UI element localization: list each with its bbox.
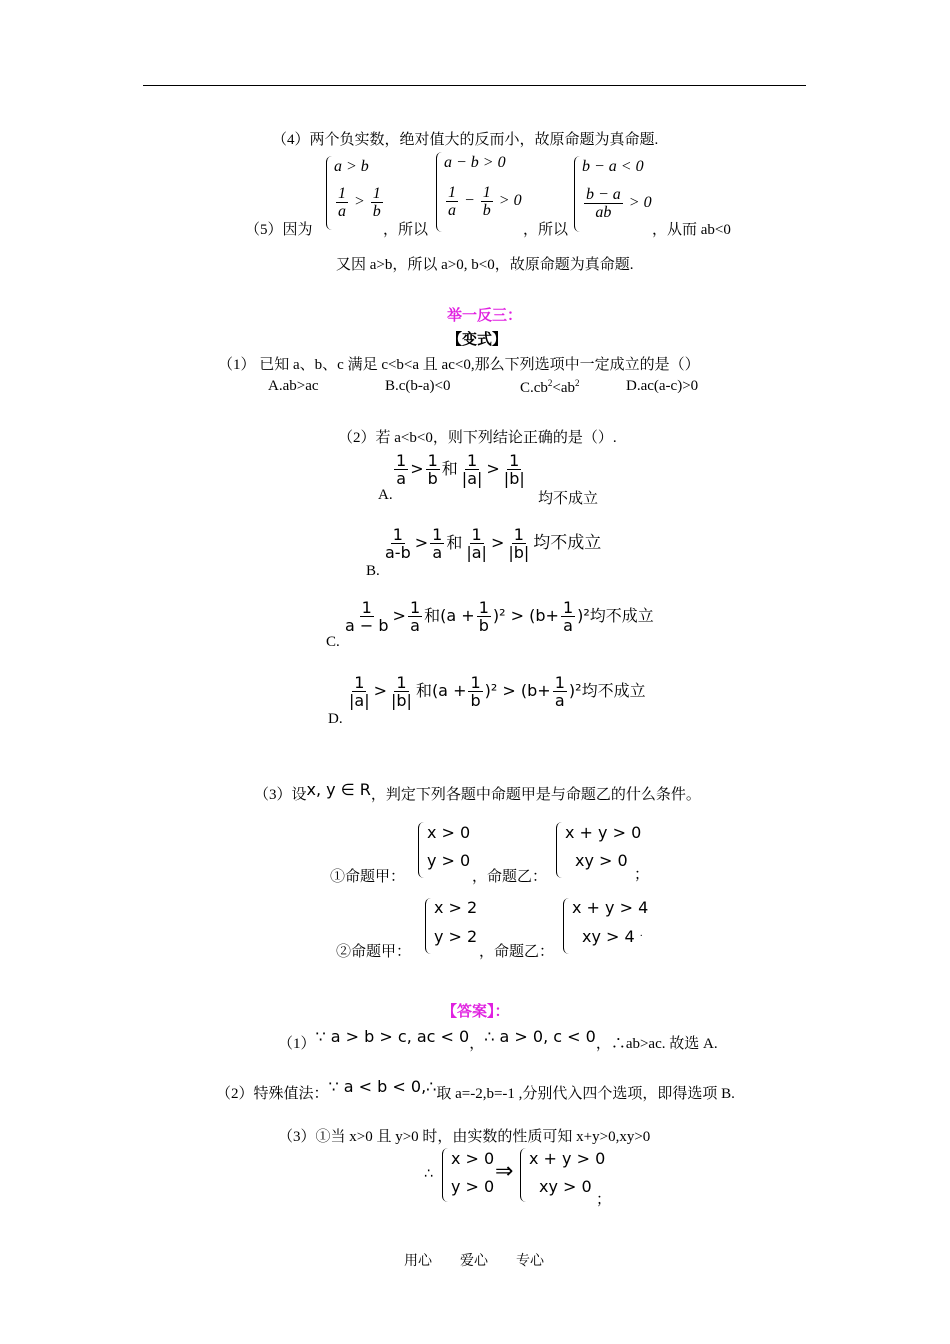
footer-item-2: 爱心	[460, 1254, 488, 1269]
answer-3-line: （3）①当 x>0 且 y>0 时，由实数的性质可知 x+y>0,xy>0	[278, 1129, 651, 1145]
paragraph-5-thus: ，从而 ab<0	[652, 222, 731, 238]
paragraph-4: （4）两个负实数，绝对值大的反而小，故原命题为真命题.	[272, 132, 659, 148]
paragraph-5-so2: ，所以	[523, 222, 569, 238]
answer-2: （2）特殊值法：∵ a < b < 0,∴取 a=-2,b=-1 ,分别代入四个选项，即得选项 B.	[216, 1077, 735, 1102]
q2-stem: （2）若 a<b<0，则下列结论正确的是（）.	[338, 430, 617, 446]
q3-i-label: ①命题甲：	[330, 869, 406, 885]
q3-i-yi-label: ，命题乙：	[472, 869, 548, 885]
q1-option-d: D.ac(a-c)>0	[626, 378, 699, 394]
answer-1: （1）∵ a > b > c, ac < 0，∴ a > 0, c < 0，∴ab>ac. 故选 A.	[278, 1027, 718, 1052]
q1-option-c: $C.cb^2<ab^2$	[520, 378, 580, 396]
variant-title: 【变式】	[447, 332, 508, 348]
header-rule	[143, 85, 806, 86]
q1-option-b: B.c(b-a)<0	[385, 378, 451, 394]
answer-title: 【答案】：	[442, 1004, 510, 1020]
footer-item-3: 专心	[516, 1254, 544, 1269]
q3-stem: （3）设x, y ∈ R，判定下列各题中命题甲是与命题乙的什么条件。	[254, 780, 701, 803]
q3-ii-dot: .	[640, 928, 643, 939]
q3-ii-yi-label: ，命题乙：	[479, 944, 555, 960]
q3-i-semi: ；	[634, 867, 650, 883]
paragraph-5-because: （5）因为	[245, 222, 313, 238]
footer-item-1: 用心	[404, 1254, 432, 1269]
paragraph-5-line2: 又因 a>b，所以 a>0, b<0，故原命题为真命题.	[336, 257, 634, 273]
q3-ii-label: ②命题甲：	[336, 944, 412, 960]
paragraph-5-so1: ，所以	[383, 222, 429, 238]
q1-stem: （1） 已知 a、b、c 满足 c<b<a 且 ac<0,那么下列选项中一定成立的是（）	[218, 357, 700, 373]
q1-option-a: A.ab>ac	[268, 378, 319, 394]
section-title: 举一反三：	[447, 308, 523, 324]
